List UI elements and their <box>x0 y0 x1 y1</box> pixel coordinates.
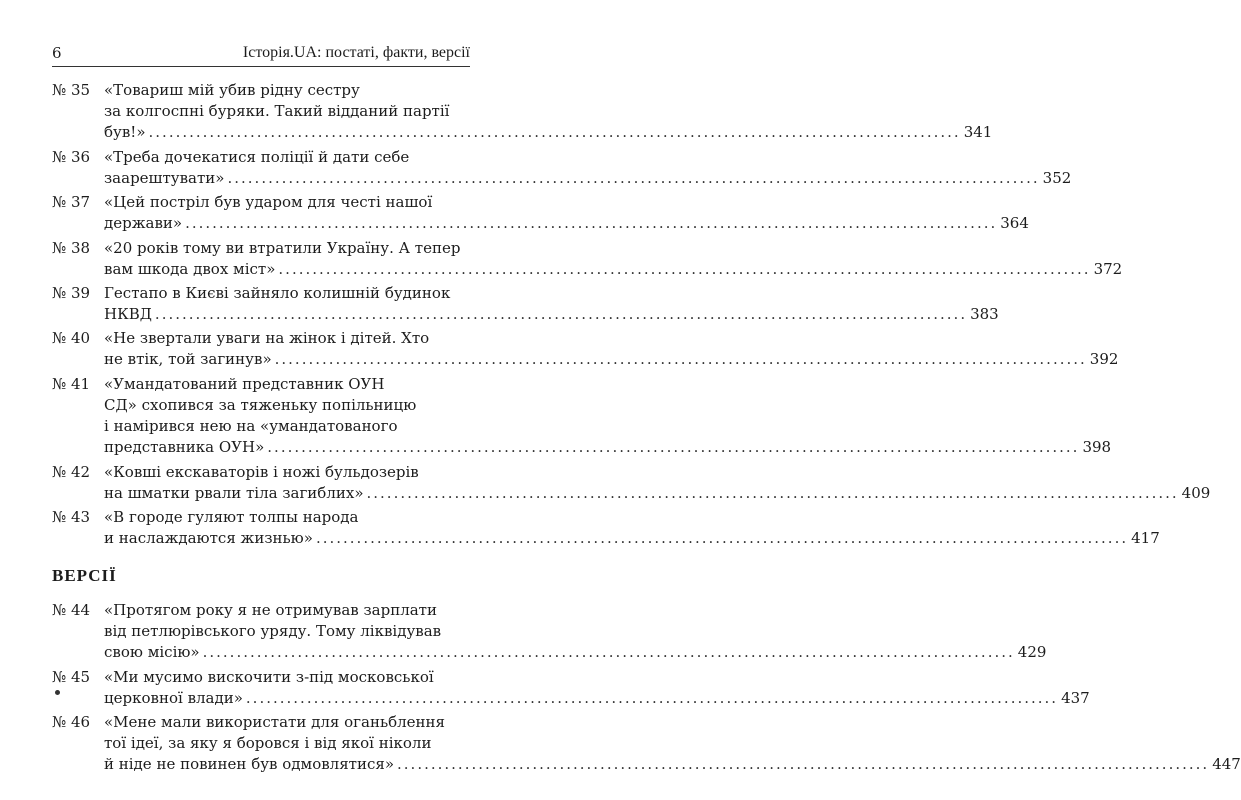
entry-page-number: 429 <box>1017 643 1047 661</box>
entry-title-line: «Протягом року я не отримував зарплати <box>104 601 437 619</box>
entry-number: № 38 <box>52 239 91 257</box>
dot-leader: ........................................................................................................................ <box>227 169 1040 187</box>
entry-number: № 46 <box>52 713 91 731</box>
entry-title-line: не втік, той загинув» <box>104 350 272 368</box>
entry-title-line: й ніде не повинен був одмовлятися» <box>104 755 395 773</box>
entry-number: № 40 <box>52 329 91 347</box>
dot-leader: ........................................................................................................................ <box>278 260 1091 278</box>
entry-title-line: «Цей постріл був ударом для честі нашої <box>104 193 433 211</box>
toc-entry-37 <box>52 192 1029 234</box>
entry-page-number: 352 <box>1042 169 1072 187</box>
entry-title-line: і намірився нею на «умандатованого <box>104 417 398 435</box>
entry-page-number: 392 <box>1089 350 1119 368</box>
dot-leader: ........................................................................................................................ <box>366 484 1179 502</box>
entry-page-number: 341 <box>963 123 993 141</box>
entry-page-number: 372 <box>1093 260 1123 278</box>
toc-entry-42 <box>52 462 1211 504</box>
entry-title-line: «В городе гуляют толпы народа <box>104 508 359 526</box>
dot-leader: ........................................................................................................................ <box>397 755 1210 773</box>
entry-title-line: церковної влади» <box>104 689 243 707</box>
entry-number: № 39 <box>52 284 91 302</box>
toc-entry-39 <box>52 283 999 325</box>
entry-title-line: и наслаждаются жизнью» <box>104 529 313 547</box>
toc-entry-43 <box>52 507 1160 549</box>
entry-page-number: 364 <box>1000 214 1029 232</box>
entry-title-line: «20 років тому ви втратили Україну. А тепер <box>104 239 461 257</box>
entry-number: № 41 <box>52 375 91 393</box>
entry-title-line: «Мене мали використати для оганьблення <box>104 713 446 731</box>
entry-page-number: 447 <box>1212 755 1241 773</box>
section-heading: ВЕРСІЇ <box>52 566 117 585</box>
toc-entry-40 <box>52 328 1119 370</box>
entry-number: № 45 <box>52 668 91 686</box>
entry-title-line: СД» схопився за тяженьку попільницю <box>104 396 417 414</box>
toc-entry-36 <box>52 147 1072 189</box>
entry-number: № 36 <box>52 148 91 166</box>
entry-title-line: держави» <box>104 214 183 232</box>
entry-page-number: 398 <box>1082 438 1112 456</box>
entry-page-number: 383 <box>970 305 999 323</box>
dot-leader: ........................................................................................................................ <box>185 214 998 232</box>
entry-title-line: представника ОУН» <box>104 438 265 456</box>
entry-title-line: «Не звертали уваги на жінок і дітей. Хто <box>104 329 430 347</box>
entry-title-line: був!» <box>104 123 146 141</box>
toc-entry-38 <box>52 238 1123 280</box>
entry-page-number: 437 <box>1061 689 1090 707</box>
entry-title-line: за колгоспні буряки. Такий відданий партії <box>104 102 450 120</box>
entry-title-line: «Треба дочекатися поліції й дати себе <box>104 148 410 166</box>
toc-entry-44 <box>52 600 1047 663</box>
entry-number: № 42 <box>52 463 91 481</box>
entry-page-number: 409 <box>1181 484 1211 502</box>
dot-leader: ........................................................................................................................ <box>202 643 1015 661</box>
toc-entry-46 <box>52 712 1241 775</box>
bullet-dot <box>55 690 60 695</box>
entry-page-number: 417 <box>1131 529 1160 547</box>
entry-title-line: заарештувати» <box>104 169 225 187</box>
toc-entry-35 <box>52 80 993 143</box>
dot-leader: ........................................................................................................................ <box>245 689 1059 707</box>
entry-title-line: Гестапо в Києві зайняло колишній будинок <box>104 284 451 302</box>
entry-number: № 44 <box>52 601 91 619</box>
dot-leader: ........................................................................................................................ <box>154 305 968 323</box>
page-number: 6 <box>52 44 62 62</box>
entry-number: № 35 <box>52 81 91 99</box>
entry-title-line: від петлюрівського уряду. Тому ліквідував <box>104 622 442 640</box>
entry-number: № 43 <box>52 508 91 526</box>
dot-leader: ........................................................................................................................ <box>315 529 1129 547</box>
entry-title-line: тої ідеї, за яку я боровся і від якої ніколи <box>104 734 432 752</box>
dot-leader: ........................................................................................................................ <box>274 350 1087 368</box>
dot-leader: ........................................................................................................................ <box>148 123 961 141</box>
entry-title-line: «Ми мусимо вискочити з-під московської <box>104 668 434 686</box>
entry-title-line: НКВД <box>104 305 152 323</box>
entry-title-line: на шматки рвали тіла загиблих» <box>104 484 364 502</box>
running-title: Історія.UA: постаті, факти, версії <box>242 44 470 61</box>
toc-entry-45 <box>52 667 1090 709</box>
entry-title-line: «Товариш мій убив рідну сестру <box>104 81 360 99</box>
entry-title-line: «Ковші екскаваторів і ножі бульдозерів <box>104 463 419 481</box>
entry-title-line: свою місію» <box>104 643 200 661</box>
page-header <box>52 42 470 67</box>
entry-title-line: вам шкода двох міст» <box>104 260 276 278</box>
entry-number: № 37 <box>52 193 91 211</box>
toc-entry-41 <box>52 374 1112 458</box>
entry-title-line: «Умандатований представник ОУН <box>104 375 385 393</box>
dot-leader: ........................................................................................................................ <box>267 438 1080 456</box>
